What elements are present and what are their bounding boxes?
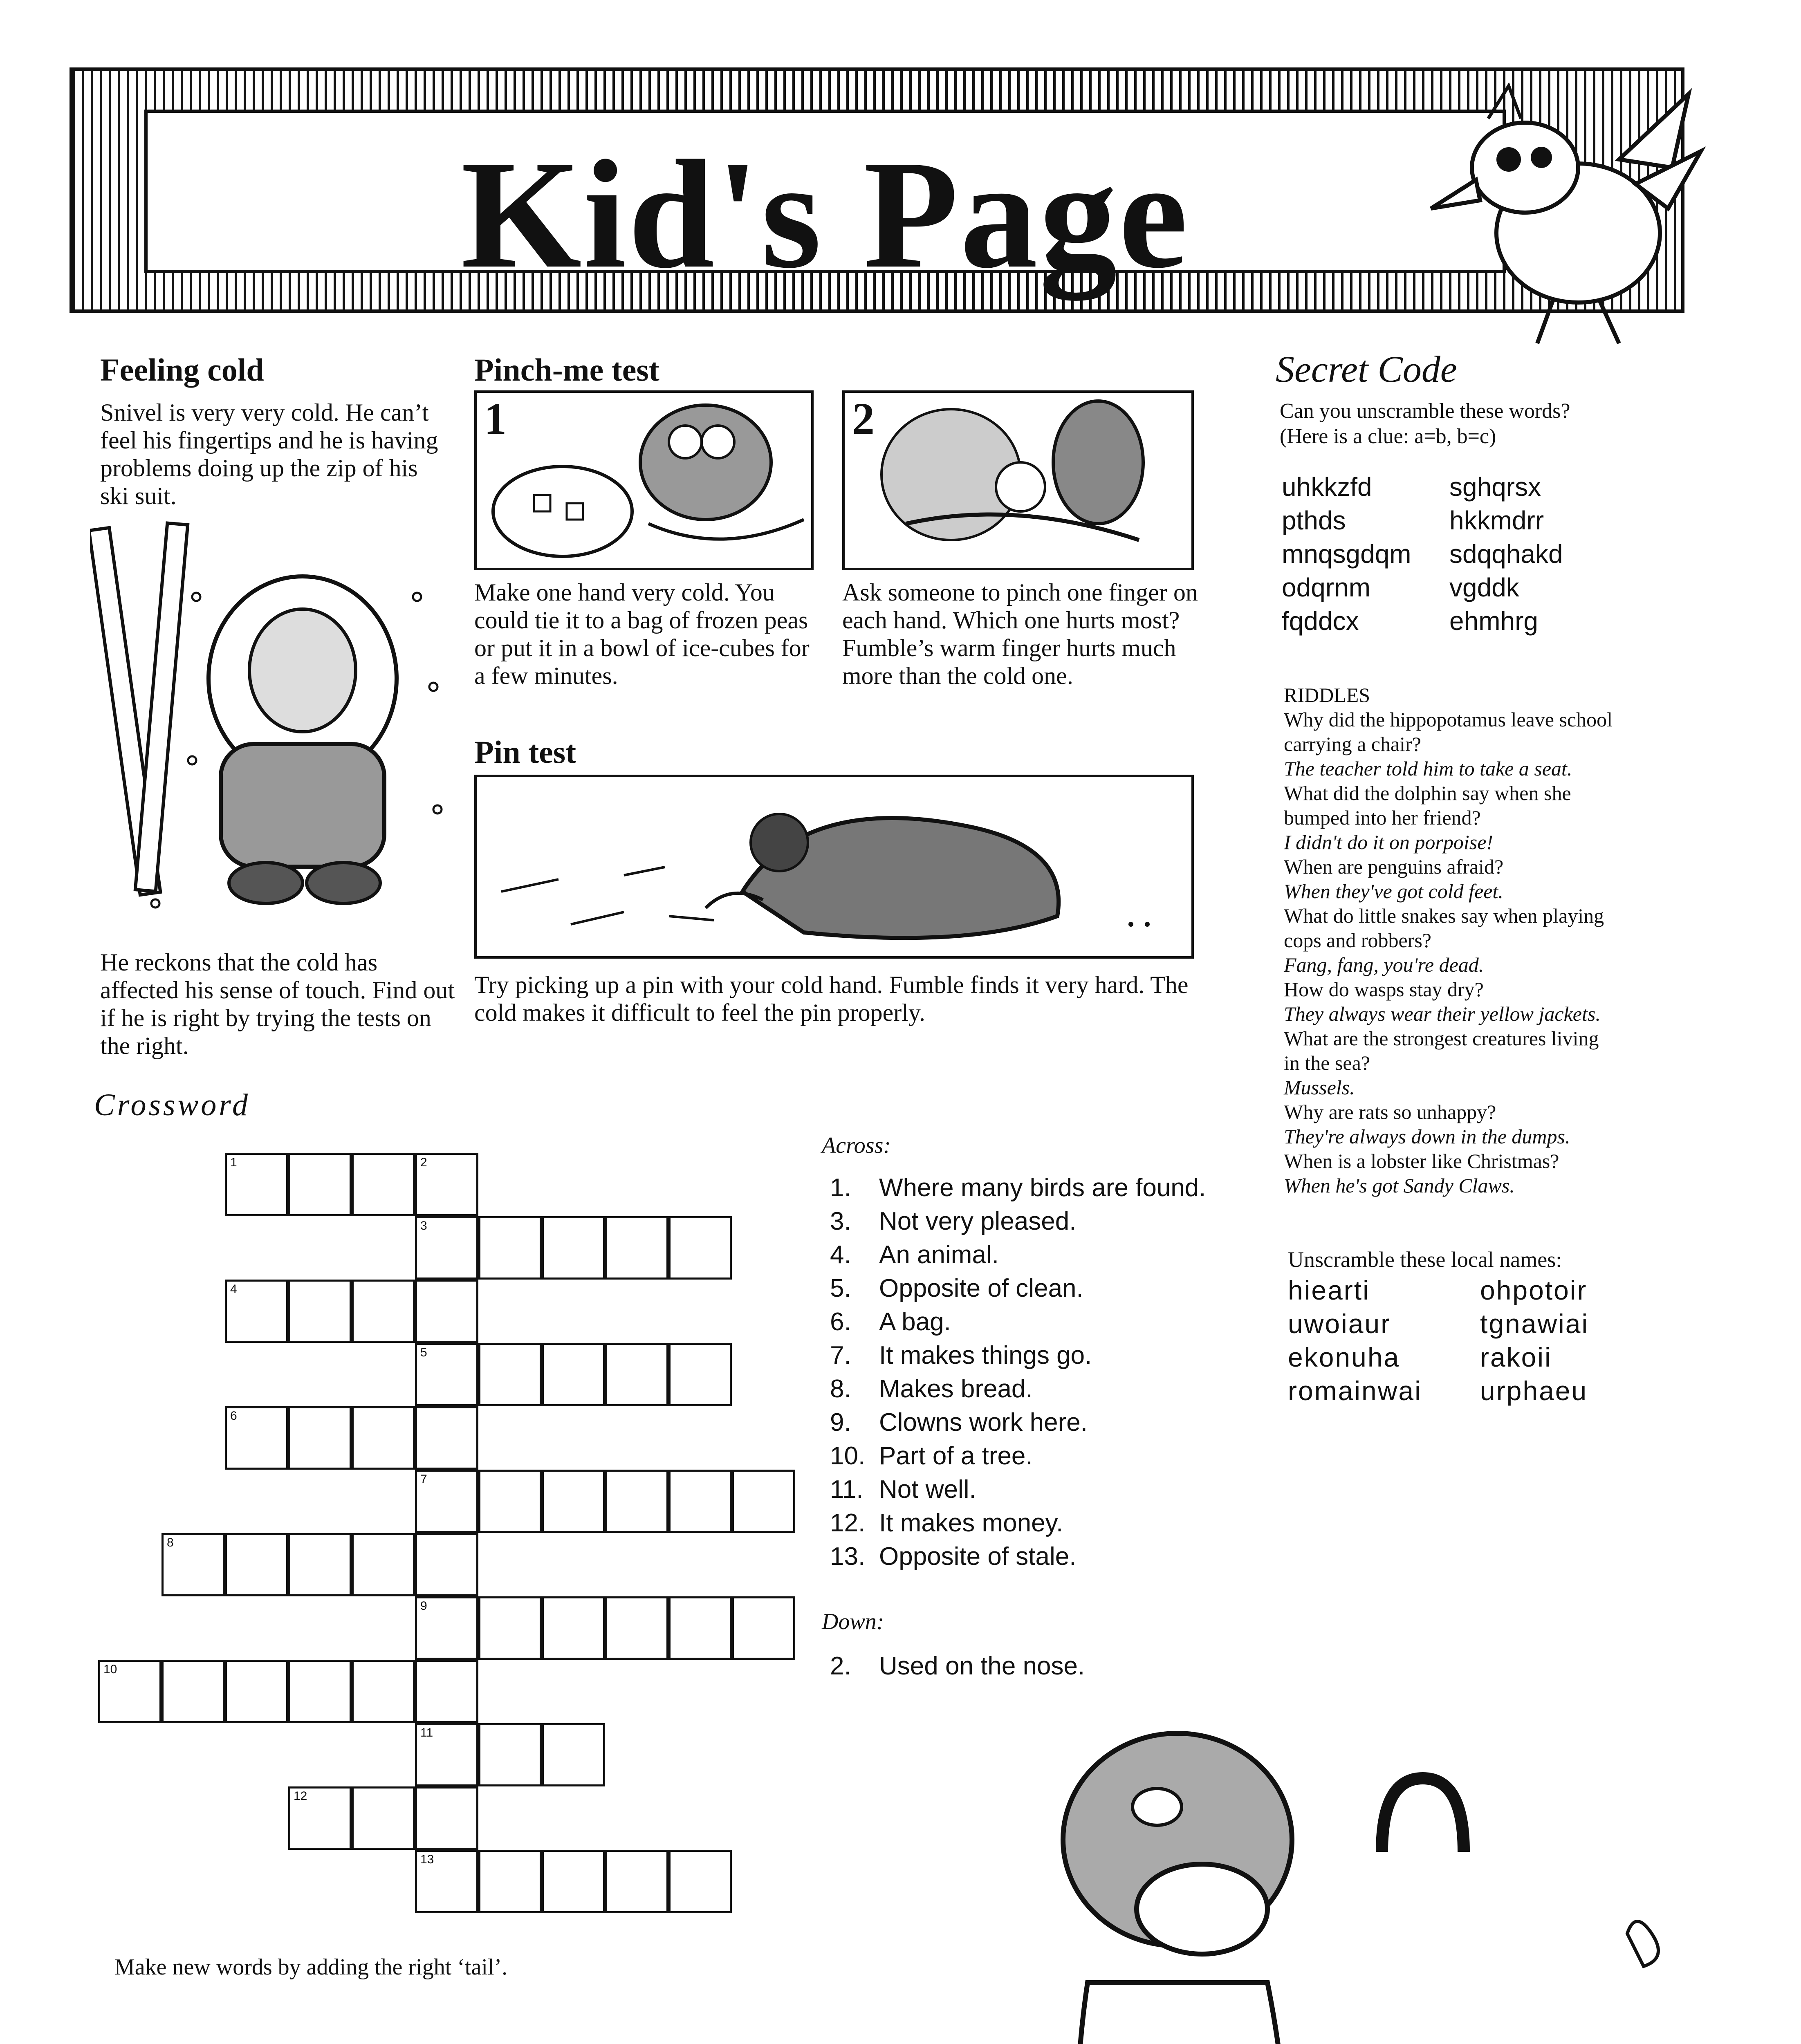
crossword-cell[interactable] bbox=[288, 1533, 352, 1596]
riddle-answer: They always wear their yellow jackets. bbox=[1284, 1002, 1601, 1025]
crossword-cell[interactable] bbox=[668, 1343, 732, 1406]
riddle-answer: Mussels. bbox=[1284, 1076, 1355, 1099]
clue-row: 13. Opposite of stale. bbox=[830, 1542, 1077, 1571]
crossword-cell[interactable] bbox=[415, 1786, 478, 1850]
crossword-heading: Crossword bbox=[94, 1088, 251, 1122]
pinch-test-caption-1: Make one hand very cold. You could tie it to a bag of frozen peas or put it in a bowl of ice-cubes for a few minutes. bbox=[474, 579, 810, 689]
local-name: ohpotoir bbox=[1480, 1275, 1588, 1305]
riddle-answer: Fang, fang, you're dead. bbox=[1284, 953, 1484, 976]
crossword-cell[interactable]: 5 bbox=[415, 1343, 478, 1406]
code-word: odqrnm bbox=[1282, 573, 1370, 602]
pin-test-caption: Try picking up a pin with your cold hand. Fumble finds it very hard. The cold makes it difficult to feel the pin properly. bbox=[474, 971, 1189, 1026]
crossword-cell[interactable] bbox=[605, 1216, 668, 1280]
crossword-cell[interactable] bbox=[478, 1216, 542, 1280]
crossword-cell[interactable] bbox=[288, 1280, 352, 1343]
crossword-cell[interactable] bbox=[352, 1153, 415, 1216]
crossword-cell[interactable] bbox=[288, 1406, 352, 1470]
secret-code-heading: Secret Code bbox=[1276, 348, 1457, 390]
crossword-cell[interactable] bbox=[352, 1533, 415, 1596]
pinch-test-caption-2: Ask someone to pinch one finger on each hand. Which one hurts most? Fumble’s warm finger hurts much more than the cold one. bbox=[842, 579, 1198, 689]
tails-instruction: Make new words by adding the right ‘tail’. bbox=[114, 1954, 508, 1980]
secret-code-intro bbox=[1280, 399, 1570, 449]
code-word: vgddk bbox=[1449, 573, 1519, 602]
panel-number: 1 bbox=[484, 394, 507, 444]
local-name: uwoiaur bbox=[1288, 1309, 1391, 1339]
across-clues bbox=[830, 1171, 1263, 1573]
crossword-cell[interactable] bbox=[288, 1153, 352, 1216]
clue-row: 7. It makes things go. bbox=[830, 1341, 1092, 1369]
crossword-cell[interactable] bbox=[225, 1533, 288, 1596]
riddle-question: What do little snakes say when playing bbox=[1284, 904, 1604, 927]
crossword-cell[interactable] bbox=[352, 1280, 415, 1343]
feeling-cold-outro: He reckons that the cold has affected his sense of touch. Find out if he is right by trying the tests on the right. bbox=[100, 949, 455, 1059]
riddle-question: cops and robbers? bbox=[1284, 929, 1431, 952]
crossword-cell[interactable] bbox=[415, 1533, 478, 1596]
code-word: mnqsgdqm bbox=[1282, 539, 1411, 569]
crossword-cell[interactable]: 10 bbox=[98, 1660, 161, 1723]
crossword-cell[interactable]: 7 bbox=[415, 1470, 478, 1533]
crossword-cell[interactable] bbox=[415, 1280, 478, 1343]
pinch-test-heading: Pinch-me test bbox=[474, 352, 659, 388]
code-word: hkkmdrr bbox=[1449, 506, 1544, 535]
secret-code-words bbox=[1282, 470, 1621, 638]
crossword-grid bbox=[0, 0, 818, 1962]
crossword-cell[interactable]: 8 bbox=[161, 1533, 225, 1596]
crossword-cell[interactable] bbox=[478, 1470, 542, 1533]
panel-number: 2 bbox=[852, 394, 875, 444]
crossword-cell[interactable]: 9 bbox=[415, 1596, 478, 1660]
code-word: uhkkzfd bbox=[1282, 472, 1372, 502]
local-name: tgnawiai bbox=[1480, 1309, 1589, 1339]
feeling-cold-heading: Feeling cold bbox=[100, 352, 264, 388]
riddle-question: When is a lobster like Christmas? bbox=[1284, 1150, 1559, 1172]
across-heading: Across: bbox=[822, 1133, 891, 1158]
crossword-cell[interactable] bbox=[542, 1470, 605, 1533]
riddle-answer: They're always down in the dumps. bbox=[1284, 1125, 1570, 1148]
riddle-question: How do wasps stay dry? bbox=[1284, 978, 1484, 1001]
code-word: sdqqhakd bbox=[1449, 539, 1563, 569]
alf-croquet-illustration bbox=[973, 1697, 1750, 2044]
crossword-cell[interactable]: 4 bbox=[225, 1280, 288, 1343]
down-clues bbox=[830, 1650, 1263, 1683]
pin-test-heading: Pin test bbox=[474, 734, 576, 770]
riddle-question: Why did the hippopotamus leave school bbox=[1284, 708, 1613, 731]
clue-row: 3. Not very pleased. bbox=[830, 1207, 1077, 1235]
crossword-cell[interactable] bbox=[668, 1596, 732, 1660]
riddle-question: When are penguins afraid? bbox=[1284, 855, 1504, 878]
local-name: urphaeu bbox=[1480, 1376, 1588, 1406]
clue-row: 5. Opposite of clean. bbox=[830, 1274, 1083, 1302]
riddle-question: What did the dolphin say when she bbox=[1284, 782, 1571, 805]
local-name: hiearti bbox=[1288, 1275, 1370, 1305]
riddle-question: bumped into her friend? bbox=[1284, 806, 1481, 829]
crossword-cell[interactable] bbox=[732, 1470, 795, 1533]
feeling-cold-intro: Snivel is very very cold. He can’t feel his fingertips and he is having problems doing up the zip of his ski suit. bbox=[100, 399, 438, 509]
crossword-cell[interactable] bbox=[605, 1850, 668, 1913]
code-word: ehmhrg bbox=[1449, 606, 1538, 636]
local-name: romainwai bbox=[1288, 1376, 1422, 1406]
crossword-cell[interactable] bbox=[415, 1406, 478, 1470]
clue-row: 4. An animal. bbox=[830, 1241, 999, 1269]
pinch-test-panel-2 bbox=[842, 390, 1194, 570]
code-word: pthds bbox=[1282, 506, 1346, 535]
clue-row: 2. Used on the nose. bbox=[830, 1652, 1085, 1680]
crossword-cell[interactable] bbox=[225, 1660, 288, 1723]
clue-row: 1. Where many birds are found. bbox=[830, 1174, 1206, 1202]
secret-code-intro-line-2: (Here is a clue: a=b, b=c) bbox=[1280, 425, 1496, 448]
clue-row: 9. Clowns work here. bbox=[830, 1408, 1088, 1437]
riddles-section bbox=[1284, 683, 1697, 1198]
clue-row: 6. A bag. bbox=[830, 1308, 951, 1336]
crossword-cell[interactable] bbox=[605, 1596, 668, 1660]
code-word: sghqrsx bbox=[1449, 472, 1541, 502]
crossword-cell[interactable] bbox=[478, 1596, 542, 1660]
crossword-cell[interactable] bbox=[542, 1850, 605, 1913]
bird-illustration bbox=[1406, 61, 1717, 356]
crossword-cell[interactable] bbox=[542, 1596, 605, 1660]
riddles-heading: RIDDLES bbox=[1284, 684, 1370, 706]
riddle-answer: When they've got cold feet. bbox=[1284, 880, 1503, 903]
crossword-cell[interactable] bbox=[478, 1723, 542, 1786]
crossword-cell[interactable] bbox=[668, 1850, 732, 1913]
down-heading: Down: bbox=[822, 1609, 884, 1634]
crossword-cell[interactable] bbox=[542, 1216, 605, 1280]
riddle-answer: The teacher told him to take a seat. bbox=[1284, 757, 1572, 780]
local-names-grid bbox=[1288, 1273, 1652, 1407]
crossword-cell[interactable] bbox=[478, 1850, 542, 1913]
riddle-answer: I didn't do it on porpoise! bbox=[1284, 831, 1494, 854]
riddle-question: What are the strongest creatures living bbox=[1284, 1027, 1599, 1050]
crossword-cell[interactable] bbox=[161, 1660, 225, 1723]
crossword-cell[interactable] bbox=[352, 1406, 415, 1470]
clue-row: 11. Not well. bbox=[830, 1475, 976, 1504]
crossword-cell[interactable]: 3 bbox=[415, 1216, 478, 1280]
crossword-cell[interactable] bbox=[668, 1216, 732, 1280]
crossword-cell[interactable] bbox=[605, 1343, 668, 1406]
crossword-cell[interactable] bbox=[605, 1470, 668, 1533]
crossword-cell[interactable] bbox=[352, 1660, 415, 1723]
crossword-cell[interactable] bbox=[542, 1723, 605, 1786]
riddle-question: in the sea? bbox=[1284, 1051, 1370, 1074]
crossword-cell[interactable]: 1 bbox=[225, 1153, 288, 1216]
code-word: fqddcx bbox=[1282, 606, 1359, 636]
crossword-cell[interactable]: 13 bbox=[415, 1850, 478, 1913]
local-names-heading: Unscramble these local names: bbox=[1288, 1247, 1562, 1272]
local-name: rakoii bbox=[1480, 1342, 1552, 1372]
crossword-cell[interactable] bbox=[352, 1786, 415, 1850]
crossword-cell[interactable] bbox=[288, 1660, 352, 1723]
clue-row: 12. It makes money. bbox=[830, 1509, 1063, 1537]
riddle-answer: When he's got Sandy Claws. bbox=[1284, 1174, 1515, 1197]
crossword-cell[interactable] bbox=[668, 1470, 732, 1533]
clue-row: 8. Makes bread. bbox=[830, 1375, 1033, 1403]
crossword-cell[interactable]: 11 bbox=[415, 1723, 478, 1786]
secret-code-intro-line-1: Can you unscramble these words? bbox=[1280, 399, 1570, 423]
clue-row: 10. Part of a tree. bbox=[830, 1442, 1033, 1470]
crossword-cell[interactable]: 2 bbox=[415, 1153, 478, 1216]
page-title: Kid's Page bbox=[461, 128, 1189, 300]
crossword-cell[interactable] bbox=[542, 1343, 605, 1406]
riddle-question: carrying a chair? bbox=[1284, 733, 1421, 755]
crossword-cell[interactable] bbox=[732, 1596, 795, 1660]
local-name: ekonuha bbox=[1288, 1342, 1400, 1372]
crossword-cell[interactable]: 12 bbox=[288, 1786, 352, 1850]
crossword-cell[interactable] bbox=[415, 1660, 478, 1723]
cat-illustration bbox=[131, 2040, 752, 2044]
crossword-cell[interactable]: 6 bbox=[225, 1406, 288, 1470]
crossword-cell[interactable] bbox=[478, 1343, 542, 1406]
riddle-question: Why are rats so unhappy? bbox=[1284, 1100, 1496, 1123]
pinching-fingers-illustration bbox=[845, 393, 1192, 569]
